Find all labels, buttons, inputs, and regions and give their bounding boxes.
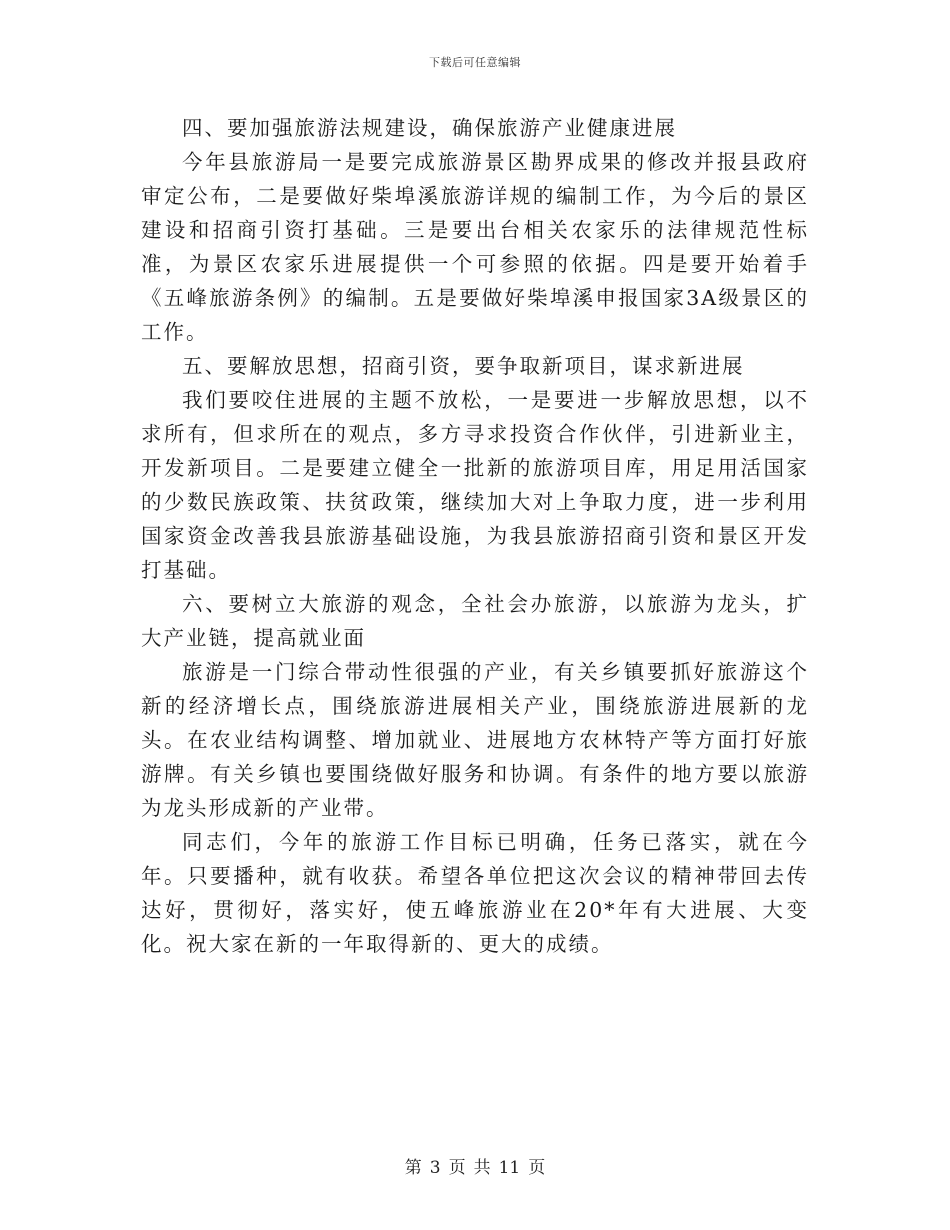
paragraph-4: 今年县旅游局一是要完成旅游景区勘界成果的修改并报县政府审定公布，二是要做好柴埠溪旅游详规的编制工作，为今后的景区建设和招商引资打基础。三是要出台相关农家乐的法律规范性标准，为景区农家乐进展提供一个可参照的依据。四是要开始着手《五峰旅游条例》的编制。五是要做好柴埠溪申报国家3A级景区的工作。 <box>141 150 809 344</box>
page-number-footer <box>0 1153 950 1178</box>
section-heading-5: 五、要解放思想，招商引资，要争取新项目，谋求新进展 <box>182 354 745 378</box>
section-heading-4: 四、要加强旅游法规建设，确保旅游产业健康进展 <box>182 116 677 140</box>
closing-paragraph: 同志们，今年的旅游工作目标已明确，任务已落实，就在今年。只要播种，就有收获。希望各单位把这次会议的精神带回去传达好，贯彻好，落实好，使五峰旅游业在20*年有大进展、大变化。祝大家在新的一年取得新的、更大的成绩。 <box>141 830 809 956</box>
footer-label-total-unit: 页 <box>528 1158 546 1178</box>
footer-label-page: 第 <box>404 1158 422 1178</box>
footer-current-page: 3 <box>429 1158 441 1178</box>
document-body <box>141 111 809 961</box>
footer-label-total: 共 <box>473 1158 491 1178</box>
paragraph-5: 我们要咬住进展的主题不放松，一是要进一步解放思想，以不求所有，但求所在的观点，多方寻求投资合作伙伴，引进新业主，开发新项目。二是要建立健全一批新的旅游项目库，用足用活国家的少数民族政策、扶贫政策，继续加大对上争取力度，进一步利用国家资金改善我县旅游基础设施，为我县旅游招商引资和景区开发打基础。 <box>141 388 809 582</box>
section-heading-6: 六、要树立大旅游的观念，全社会办旅游，以旅游为龙头，扩大产业链，提高就业面 <box>141 592 809 650</box>
paragraph-6: 旅游是一门综合带动性很强的产业，有关乡镇要抓好旅游这个新的经济增长点，围绕旅游进展相关产业，围绕旅游进展新的龙头。在农业结构调整、增加就业、进展地方农林特产等方面打好旅游牌。有关乡镇也要围绕做好服务和协调。有条件的地方要以旅游为龙头形成新的产业带。 <box>141 660 809 820</box>
footer-label-page-unit: 页 <box>448 1158 466 1178</box>
page-header-note: 下载后可任意编辑 <box>429 56 521 69</box>
footer-total-pages: 11 <box>498 1158 521 1178</box>
